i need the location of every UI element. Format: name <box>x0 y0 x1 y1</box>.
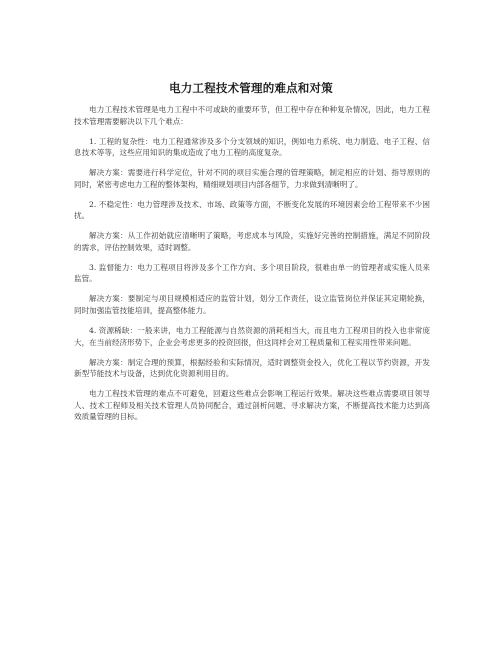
paragraph-solution-1: 解决方案：需要进行科学定位，针对不同的项目实施合理的管理策略，制定相应的计划、指导原则的同时，紧密考虑电力工程的整体架构，精细规划项目内部各细节，力求做到清晰明了。 <box>74 168 430 189</box>
paragraph-point-2: 2. 不稳定性：电力管理涉及技术、市场、政策等方面，不断变化发展的环境因素会给工程带来不少困扰。 <box>74 199 430 221</box>
paragraph-solution-2: 解决方案：从工作初始就应清晰明了策略，考虑成本与风险，实施好完善的控制措施，满足不同阶段的需求，评估控制效果，适时调整。 <box>74 231 430 252</box>
paragraph-conclusion: 电力工程技术管理的难点不可避免，回避这些难点会影响工程运行效果。解决这些难点需要项目领导人、技术工程师及相关技术管理人员协同配合，通过剖析问题、寻求解决方案，不断提高技术能力达到高效质量管理的目标。 <box>74 389 430 422</box>
document-body <box>74 104 430 431</box>
paragraph-point-4: 4. 资源稀缺：一般来讲，电力工程能源与自然资源的消耗相当大，而且电力工程项目的投入也非常庞大，在当前经济形势下，企业会考虑更多的投资回报，但这同样会对工程质量和工程实用性带来问题。 <box>74 326 430 347</box>
paragraph-intro: 电力工程技术管理是电力工程中不可或缺的重要环节，但工程中存在种种复杂情况，因此，电力工程技术管理需要解决以下几个难点： <box>74 105 430 126</box>
paragraph-solution-3: 解决方案：要制定与项目规模相适应的监管计划，划分工作责任，设立监管岗位并保证其定期轮换，同时加强监管技能培训，提高整体能力。 <box>74 294 430 316</box>
document-title: 电力工程技术管理的难点和对策 <box>169 81 333 95</box>
paragraph-point-3: 3. 监督能力：电力工程项目将涉及多个工作方向、多个项目阶段，很难由单一的管理者或实施人员来监管。 <box>74 262 430 284</box>
paragraph-point-1: 1. 工程的复杂性：电力工程通常涉及多个分支领域的知识，例如电力系统、电力制造、电子工程、信息技术等等，这些应用知识的集成造成了电力工程的高度复杂。 <box>74 136 430 158</box>
paragraph-solution-4: 解决方案：制定合理的预算，根据经验和实际情况，适时调整资金投入，优化工程以节约资源，开发新型节能技术与设备，达到优化资源利用目的。 <box>74 357 430 379</box>
